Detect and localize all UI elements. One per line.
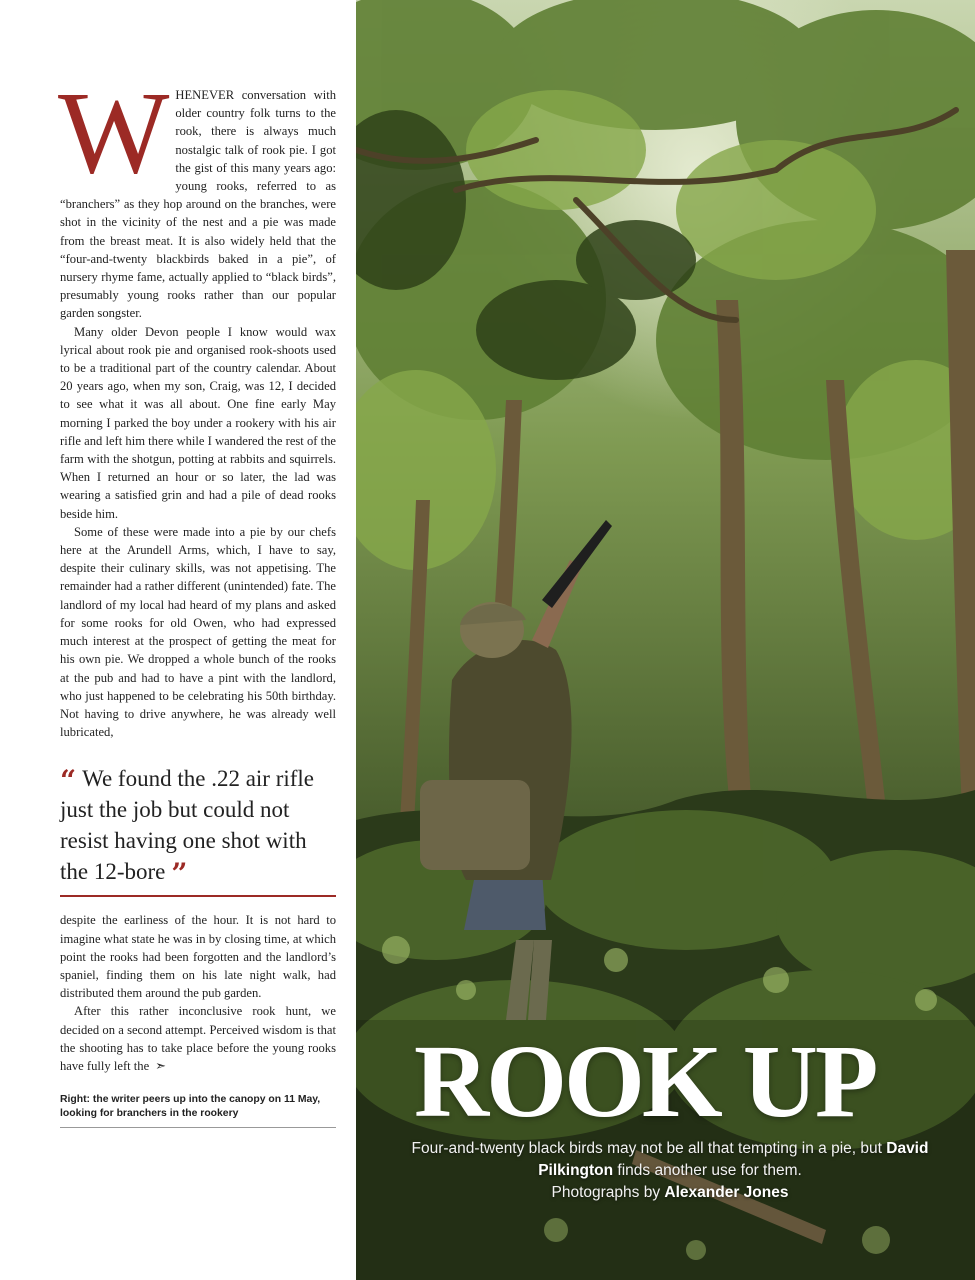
paragraph-4: despite the earliness of the hour. It is not hard to imagine what state he was in by closing time, at which point the rooks had been forgotten and the landlord’s spaniel, finding them on his late night walk, had distributed them around the pub garden. <box>60 913 336 1001</box>
article-column <box>58 67 336 1128</box>
photo-credit-label: Photographs by <box>551 1184 661 1201</box>
drop-cap: W <box>58 67 170 198</box>
standfirst-end: finds another use for them. <box>617 1162 802 1179</box>
paragraph-2: Many older Devon people I know would wax lyrical about rook pie and organised rook-shoots used to be a traditional part of the country calendar. About 20 years ago, when my son, Craig, was 12, I decided to see what it was all about. One fine early May morning I parked the boy under a rookery with his air rifle and left him there while I wandered the rest of the farm with the shotgun, potting at rabbits and squirrels. When I returned an hour or so later, the lad was wearing a satisfied grin and had a pile of dead rooks beside him. <box>60 324 336 521</box>
standfirst-intro: Four-and-twenty black birds may not be all that tempting in a pie, but <box>411 1140 882 1157</box>
author-name: David Pilkington <box>538 1140 929 1179</box>
close-quote-mark: ” <box>171 857 188 891</box>
photo-caption: Right: the writer peers up into the canopy on 11 May, looking for branchers in the rookery <box>60 1093 336 1128</box>
paragraph-3: Some of these were made into a pie by our chefs here at the Arundell Arms, which, I have to say, despite their culinary skills, was not appetising. The remainder had a rather different (unintended) fate. The landlord of my local had heard of my plans and asked for some rooks for old Owen, who had expressed much interest at the prospect of getting the meat for his own pie. We dropped a whole bunch of the rooks at the pub and had to have a pint with the landlord, who just happened to be celebrating his 50th birthday. Not having to drive anywhere, he was already well lubricated, <box>60 524 336 740</box>
article-body <box>58 67 336 741</box>
pull-quote <box>60 763 336 897</box>
paragraph-5 <box>60 1002 336 1075</box>
paragraph-1 <box>58 67 336 323</box>
photographer-name: Alexander Jones <box>664 1184 789 1201</box>
pull-quote-text: We found the .22 air rifle just the job but could not resist having one shot with the 12-bore <box>60 766 315 885</box>
paragraph-5-text: After this rather inconclusive rook hunt, we decided on a second attempt. Perceived wisdom is that the shooting has to take place before the young rooks have fully left the <box>60 1004 336 1073</box>
continue-arrow-icon: ➣ <box>155 1057 167 1073</box>
paragraph-1-text: HENEVER conversation with older country folk turns to the rook, there is always much nostalgic talk of rook pie. I got the gist of this many years ago: young rooks, referred to as “branchers” as they hop around on the branches, were shot in the vicinity of the nest and a pie was made from the breast meat. It is also widely held that the “four-and-twenty blackbirds baked in a pie”, of nursery rhyme fame, actually applied to “black birds”, presumably young rooks rather than our popular garden songster. <box>60 88 336 321</box>
open-quote-mark: “ <box>60 764 77 798</box>
standfirst <box>400 1138 940 1204</box>
feature-headline: ROOK UP <box>414 1024 876 1139</box>
article-body-continued <box>60 911 336 1075</box>
